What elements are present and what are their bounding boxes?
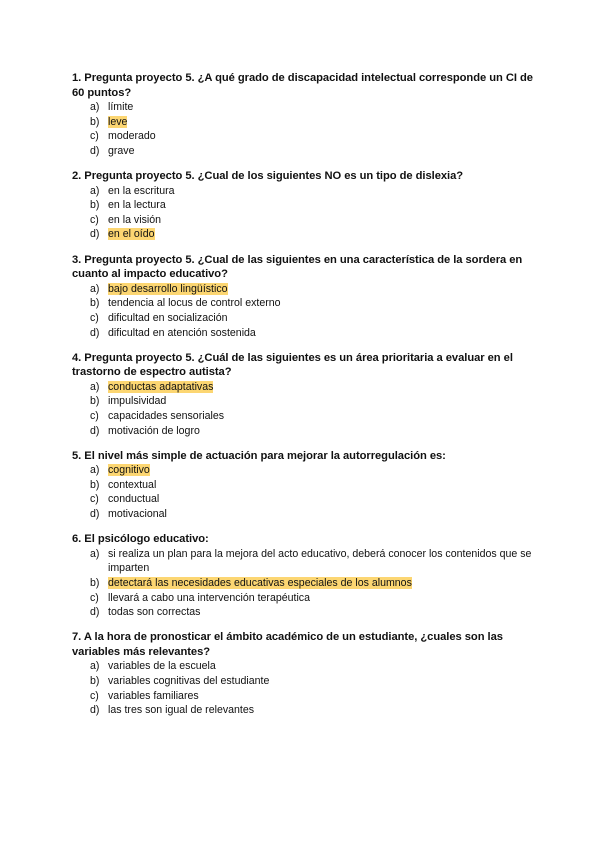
option-list xyxy=(72,100,542,158)
option-text: moderado xyxy=(108,130,156,143)
option-a xyxy=(72,100,542,115)
option-d xyxy=(72,507,542,522)
question-list xyxy=(72,71,542,728)
option-b xyxy=(72,674,542,689)
question-7 xyxy=(72,630,542,718)
option-letter: c) xyxy=(90,130,99,143)
option-b xyxy=(72,198,542,213)
question-2 xyxy=(72,169,542,242)
question-title: 1. Pregunta proyecto 5. ¿A qué grado de discapacidad intelectual corresponde un CI de 60 puntos? xyxy=(72,72,533,99)
option-letter: b) xyxy=(90,674,100,687)
question-title: 6. El psicólogo educativo: xyxy=(72,533,209,546)
question-6 xyxy=(72,532,542,620)
option-letter: c) xyxy=(90,409,99,422)
option-letter: d) xyxy=(90,228,100,241)
option-a xyxy=(72,463,542,478)
option-text: en el oído xyxy=(108,228,155,241)
question-title: 3. Pregunta proyecto 5. ¿Cual de las siguientes en una característica de la sordera en cuanto al impacto educativo? xyxy=(72,253,523,281)
option-text: tendencia al locus de control externo xyxy=(108,297,281,310)
option-list xyxy=(72,380,542,438)
option-text: cognitivo xyxy=(108,464,150,477)
option-text: límite xyxy=(108,101,134,114)
option-text: motivación de logro xyxy=(108,424,200,437)
option-text: todas son correctas xyxy=(108,606,201,619)
option-letter: d) xyxy=(90,326,100,339)
option-text: las tres son igual de relevantes xyxy=(108,704,255,717)
option-text: en la visión xyxy=(108,213,161,226)
option-letter: c) xyxy=(90,213,99,226)
option-d xyxy=(72,326,542,341)
option-letter: a) xyxy=(90,547,100,560)
option-d xyxy=(72,605,542,620)
option-c xyxy=(72,129,542,144)
option-letter: a) xyxy=(90,184,100,197)
option-text: si realiza un plan para la mejora del acto educativo, deberá conocer los contenidos que se imparten xyxy=(108,547,532,575)
option-list xyxy=(72,184,542,242)
option-c xyxy=(72,492,542,507)
option-letter: a) xyxy=(90,101,100,114)
option-c xyxy=(72,311,542,326)
option-letter: b) xyxy=(90,576,100,589)
option-letter: d) xyxy=(90,704,100,717)
option-b xyxy=(72,576,542,591)
option-text: detectará las necesidades educativas especiales de los alumnos xyxy=(108,576,412,589)
option-letter: b) xyxy=(90,297,100,310)
option-c xyxy=(72,409,542,424)
option-text: capacidades sensoriales xyxy=(108,409,225,422)
question-title: 7. A la hora de pronosticar el ámbito académico de un estudiante, ¿cuales son las variables más relevantes? xyxy=(72,631,503,658)
option-letter: b) xyxy=(90,395,100,408)
option-text: conductual xyxy=(108,493,160,506)
question-title: 5. El nivel más simple de actuación para mejorar la autorregulación es: xyxy=(72,449,446,462)
option-text: contextual xyxy=(108,478,157,491)
question-4 xyxy=(72,351,542,439)
option-list xyxy=(72,659,542,717)
option-text: dificultad en atención sostenida xyxy=(108,326,256,339)
option-d xyxy=(72,227,542,242)
option-d xyxy=(72,144,542,159)
question-title: 2. Pregunta proyecto 5. ¿Cual de los siguientes NO es un tipo de dislexia? xyxy=(72,170,464,183)
option-a xyxy=(72,659,542,674)
option-letter: c) xyxy=(90,591,99,604)
option-letter: b) xyxy=(90,199,100,212)
option-letter: b) xyxy=(90,115,100,128)
question-3 xyxy=(72,253,542,341)
option-letter: a) xyxy=(90,660,100,673)
option-text: leve xyxy=(108,115,128,128)
option-text: variables familiares xyxy=(108,689,199,702)
option-letter: a) xyxy=(90,464,100,477)
question-5 xyxy=(72,449,542,522)
option-text: dificultad en socialización xyxy=(108,311,228,324)
option-letter: b) xyxy=(90,478,100,491)
option-b xyxy=(72,394,542,409)
option-text: llevará a cabo una intervención terapéutica xyxy=(108,591,311,604)
option-list xyxy=(72,282,542,340)
option-list xyxy=(72,547,542,620)
question-title: 4. Pregunta proyecto 5. ¿Cuál de las siguientes es un área prioritaria a evaluar en el trastorno de espectro autista? xyxy=(72,351,513,379)
option-text: grave xyxy=(108,144,135,157)
option-letter: c) xyxy=(90,493,99,506)
option-letter: d) xyxy=(90,508,100,521)
option-letter: c) xyxy=(90,689,99,702)
option-text: variables de la escuela xyxy=(108,660,216,673)
option-d xyxy=(72,703,542,718)
option-b xyxy=(72,115,542,130)
option-letter: a) xyxy=(90,282,100,295)
option-a xyxy=(72,380,542,395)
option-c xyxy=(72,689,542,704)
option-letter: c) xyxy=(90,311,99,324)
option-letter: d) xyxy=(90,144,100,157)
option-c xyxy=(72,591,542,606)
option-list xyxy=(72,463,542,521)
option-text: motivacional xyxy=(108,508,167,521)
option-letter: d) xyxy=(90,424,100,437)
option-c xyxy=(72,213,542,228)
option-b xyxy=(72,478,542,493)
option-text: impulsividad xyxy=(108,395,167,408)
option-a xyxy=(72,547,542,576)
option-text: conductas adaptativas xyxy=(108,380,214,393)
option-text: en la lectura xyxy=(108,199,166,212)
option-d xyxy=(72,424,542,439)
option-a xyxy=(72,184,542,199)
option-text: variables cognitivas del estudiante xyxy=(108,674,270,687)
option-b xyxy=(72,296,542,311)
option-letter: a) xyxy=(90,380,100,393)
option-text: bajo desarrollo lingüístico xyxy=(108,282,228,295)
question-1 xyxy=(72,71,542,159)
option-a xyxy=(72,282,542,297)
option-letter: d) xyxy=(90,606,100,619)
option-text: en la escritura xyxy=(108,184,175,197)
